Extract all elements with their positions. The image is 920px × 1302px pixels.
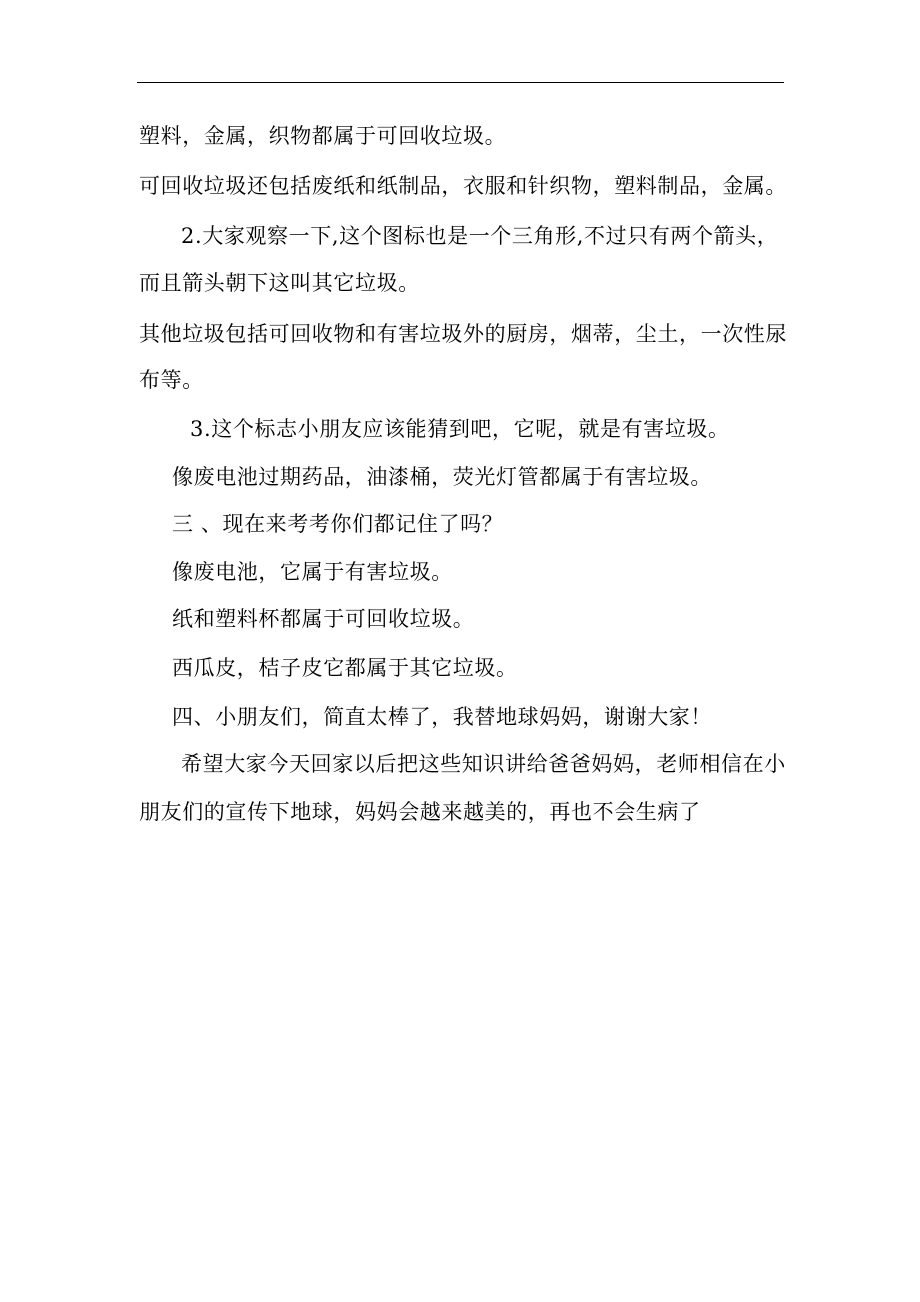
text-line-4: 而且箭头朝下这叫其它垃圾。 bbox=[139, 271, 420, 295]
text-line-6: 布等。 bbox=[139, 368, 204, 392]
text-line-15: 朋友们的宣传下地球，妈妈会越来越美的，再也不会生病了 bbox=[139, 800, 701, 824]
text-line-2: 可回收垃圾还包括废纸和纸制品，衣服和针织物，塑料制品，金属。 bbox=[139, 174, 787, 198]
text-line-9: 三 、现在来考考你们都记住了吗？ bbox=[172, 512, 504, 536]
text-line-10: 像废电池，它属于有害垃圾。 bbox=[172, 560, 453, 584]
text-line-11: 纸和塑料杯都属于可回收垃圾。 bbox=[172, 607, 475, 631]
text-line-8: 像废电池过期药品，油漆桶，荧光灯管都属于有害垃圾。 bbox=[172, 465, 712, 489]
text-line-5: 其他垃圾包括可回收物和有害垃圾外的厨房，烟蒂，尘土，一次性尿 bbox=[139, 322, 787, 346]
text-line-14: 希望大家今天回家以后把这些知识讲给爸爸妈妈，老师相信在小 bbox=[181, 752, 786, 776]
text-line-1: 塑料，金属，织物都属于可回收垃圾。 bbox=[139, 124, 507, 148]
text-line-7: 3.这个标志小朋友应该能猜到吧，它呢，就是有害垃圾。 bbox=[190, 417, 730, 441]
text-line-13: 四、小朋友们，简直太棒了，我替地球妈妈，谢谢大家！ bbox=[172, 705, 712, 729]
text-line-3: 2.大家观察一下,这个图标也是一个三角形,不过只有两个箭头， bbox=[181, 224, 779, 248]
header-rule bbox=[137, 82, 784, 83]
text-line-12: 西瓜皮，桔子皮它都属于其它垃圾。 bbox=[172, 656, 518, 680]
